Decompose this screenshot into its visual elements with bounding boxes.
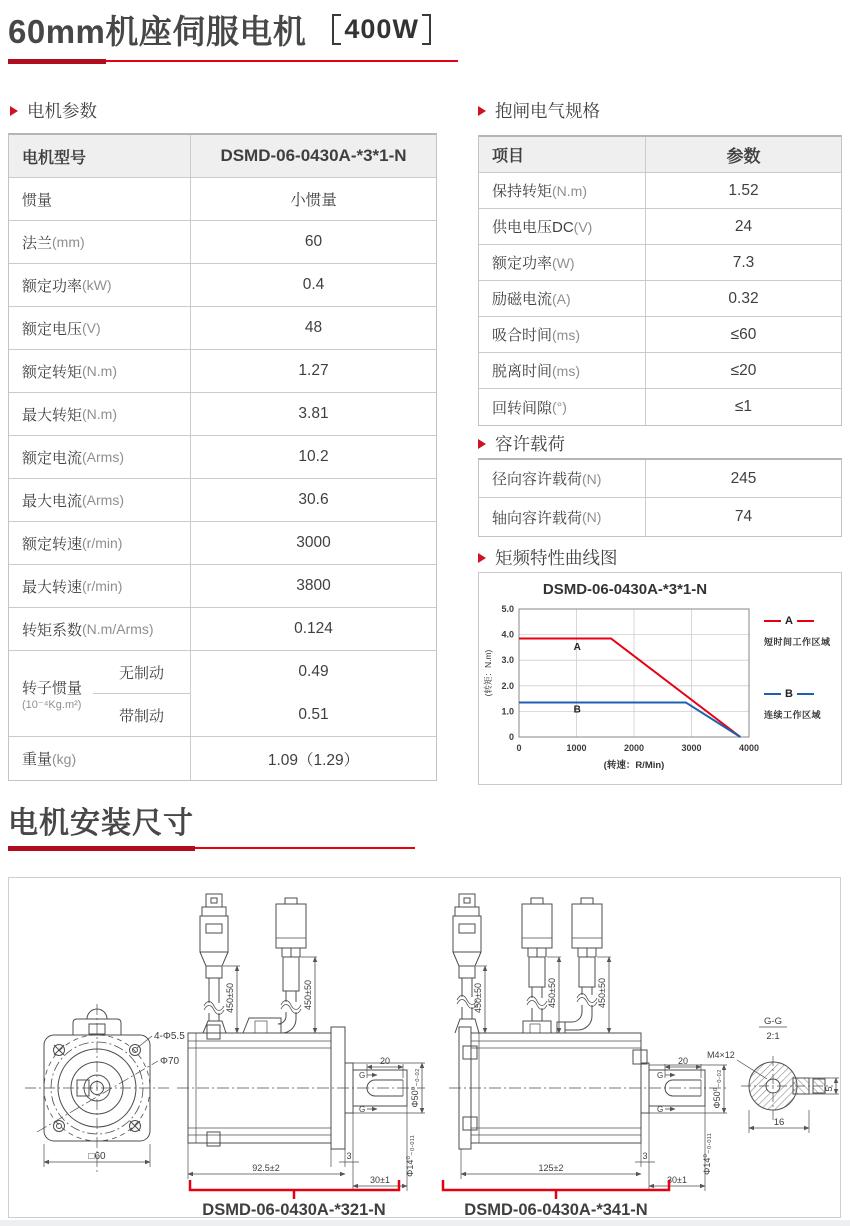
- triangle-bullet-icon: [478, 106, 486, 116]
- title-divider: [8, 58, 458, 64]
- dim-label: 3: [346, 1151, 352, 1161]
- model-bracket-right: [443, 1180, 669, 1217]
- dim-label: 125±2: [538, 1163, 564, 1173]
- page-title-text: 60mm机座伺服电机: [8, 13, 307, 50]
- svg-text:4000: 4000: [738, 743, 760, 753]
- side-view-brake-labels: [473, 978, 735, 1185]
- chart-legend: [764, 615, 838, 761]
- dim-label: 4-Φ5.5: [154, 1031, 185, 1042]
- table-row: 额定电压 (V) 48: [9, 307, 436, 350]
- model-bracket-left: [190, 1180, 399, 1217]
- dim-label: 30±1: [370, 1175, 390, 1185]
- table-row: 最大电流 (Arms) 30.6: [9, 479, 436, 522]
- svg-text:0: 0: [516, 743, 522, 753]
- table-row: 最大转矩 (N.m) 3.81: [9, 393, 436, 436]
- motor-model: DSMD-06-0430A-*3*1-N: [220, 146, 407, 165]
- dimension-drawing: [9, 878, 840, 1217]
- svg-text:3000: 3000: [681, 743, 702, 753]
- triangle-bullet-icon: [478, 439, 486, 449]
- table-row: 额定功率 (W) 7.3: [479, 245, 841, 281]
- power-badge: 400W: [332, 13, 431, 46]
- section-torque-curve: 矩频特性曲线图: [478, 545, 618, 570]
- table-header-row: 项目 参数: [479, 137, 841, 173]
- section-mark: G: [359, 1105, 366, 1114]
- dim-label: 92.5±2: [252, 1163, 280, 1173]
- table-row: 回转间隙 (°) ≤1: [479, 389, 841, 425]
- legend-item-a: A 短时间工作区域: [764, 615, 831, 647]
- dim-label: 450±50: [473, 983, 483, 1013]
- section-brake-specs: 抱闸电气规格: [478, 98, 600, 123]
- chart-title: DSMD-06-0430A-*3*1-N: [542, 581, 708, 598]
- motor-parameter-table: [8, 133, 437, 781]
- svg-text:2.0: 2.0: [501, 680, 514, 691]
- allowable-load-table: [478, 458, 842, 537]
- dim-label: 20: [677, 1056, 689, 1066]
- section-mark: G: [657, 1071, 664, 1080]
- table-row: 额定转矩 (N.m) 1.27: [9, 350, 436, 393]
- table-row: 径向容许载荷 (N) 245: [479, 460, 841, 498]
- svg-text:A: A: [573, 641, 581, 653]
- table-row: 脱离时间 (ms) ≤20: [479, 353, 841, 389]
- dim-label: 16: [773, 1117, 785, 1128]
- mounting-divider: [8, 845, 415, 851]
- section-view-gg: [737, 1027, 839, 1133]
- dim-label: Φ14⁰₋₀.₀₁₁: [405, 1135, 415, 1177]
- svg-text:1.0: 1.0: [501, 706, 514, 717]
- table-row: 法兰 (mm) 60: [9, 221, 436, 264]
- dim-label: □60: [88, 1151, 106, 1162]
- svg-text:B: B: [573, 704, 581, 716]
- dim-label: 450±50: [547, 978, 557, 1008]
- table-row: 励磁电流 (A) 0.32: [479, 281, 841, 317]
- table-row: 保持转矩 (N.m) 1.52: [479, 173, 841, 209]
- legend-item-b: B 连续工作区域: [764, 688, 822, 720]
- dim-label: 3: [642, 1151, 648, 1161]
- dim-label: Φ14⁰₋₀.₀₁₁: [702, 1133, 712, 1175]
- table-row: 额定功率 (kW) 0.4: [9, 264, 436, 307]
- dim-label: 450±50: [597, 978, 607, 1008]
- front-view-labels: [88, 1031, 185, 1162]
- table-row: 额定电流 (Arms) 10.2: [9, 436, 436, 479]
- svg-text:4.0: 4.0: [501, 629, 514, 640]
- side-view-brake: [449, 894, 729, 1191]
- side-view-standard: [177, 894, 425, 1191]
- dim-label: Φ50⁰₋₀.₀₂: [410, 1068, 420, 1108]
- section-scale: 2:1: [766, 1031, 780, 1042]
- dim-label: Φ70: [160, 1056, 180, 1067]
- front-view: [25, 1004, 169, 1172]
- table-header-row: 电机型号 DSMD-06-0430A-*3*1-N: [9, 135, 436, 178]
- table-row: 最大转速 (r/min) 3800: [9, 565, 436, 608]
- dim-label: 20: [379, 1056, 391, 1066]
- torque-curve-chart: [478, 572, 842, 785]
- dim-label: 5: [824, 1086, 835, 1092]
- side-view-standard-labels: [225, 980, 420, 1185]
- table-row: 转矩系数 (N.m/Arms) 0.124: [9, 608, 436, 651]
- table-row: 额定转速 (r/min) 3000: [9, 522, 436, 565]
- triangle-bullet-icon: [10, 106, 18, 116]
- section-mark: G: [657, 1105, 664, 1114]
- table-row: 吸合时间 (ms) ≤60: [479, 317, 841, 353]
- svg-text:0: 0: [508, 732, 514, 742]
- model-label: DSMD-06-0430A-*341-N: [464, 1201, 648, 1217]
- section-motor-params: 电机参数: [10, 98, 97, 123]
- dim-label: 450±50: [225, 983, 235, 1013]
- dim-label: M4×12: [707, 1050, 735, 1060]
- svg-text:5.0: 5.0: [501, 604, 514, 614]
- table-row: 轴向容许载荷 (N) 74: [479, 498, 841, 536]
- table-row: 重量 (kg) 1.09（1.29）: [9, 737, 436, 780]
- page-title: [8, 6, 431, 53]
- rotor-inertia-row: 转子惯量 (10⁻⁴Kg.m²) 无制动 带制动 0.49 0.51: [9, 651, 436, 737]
- mounting-title: 电机安装尺寸: [8, 807, 194, 840]
- table-row: 惯量 小惯量: [9, 178, 436, 221]
- chart-plot: [481, 599, 769, 783]
- brake-spec-table: [478, 135, 842, 426]
- table-row: 供电电压DC (V) 24: [479, 209, 841, 245]
- dim-label: Φ50⁰₋₀.₀₂: [712, 1069, 722, 1109]
- section-mark: G: [359, 1071, 366, 1080]
- page-bottom-strip: [0, 1220, 850, 1226]
- svg-text:3.0: 3.0: [501, 655, 514, 666]
- triangle-bullet-icon: [478, 553, 486, 563]
- svg-text:(转速：R/Min): (转速：R/Min): [603, 760, 665, 771]
- section-name: G-G: [764, 1016, 782, 1027]
- model-label: DSMD-06-0430A-*321-N: [202, 1201, 386, 1217]
- dim-label: 30±1: [667, 1175, 687, 1185]
- dim-label: 450±50: [303, 980, 313, 1010]
- svg-text:2000: 2000: [623, 743, 645, 753]
- dimension-drawing-panel: [8, 877, 841, 1218]
- svg-text:(转矩：N.m): (转矩：N.m): [483, 649, 493, 697]
- svg-text:1000: 1000: [566, 743, 587, 753]
- section-allowable-load: 容许载荷: [478, 431, 565, 456]
